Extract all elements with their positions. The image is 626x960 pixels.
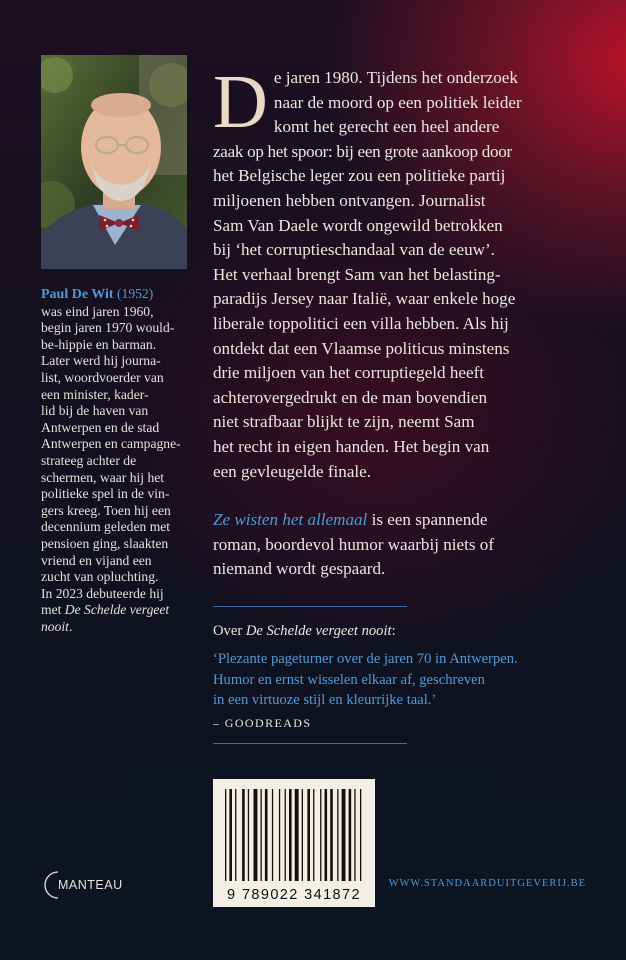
bio-line: be-hippie en barman.	[41, 336, 157, 352]
bio-debut-end	[41, 619, 191, 636]
publisher-logo-text: MANTEAU	[58, 878, 123, 892]
blurb-line: ontdekt dat een Vlaamse politicus minstens	[213, 338, 510, 358]
author-years: (1952)	[117, 286, 154, 301]
blurb-line: niet strafbaar blijkt te zijn, neemt Sam	[213, 412, 475, 432]
blurb-line: bij ‘het corruptieschandaal van de eeuw’.	[213, 240, 495, 260]
tagline-line: roman, boordevol humor waarbij niets of	[213, 534, 495, 554]
debut-title-a: De Schelde vergeet	[64, 602, 170, 618]
blurb-line: achterovergedrukt en de man bovendien	[213, 387, 488, 407]
blurb-line: Sam Van Daele wordt ongewild betrokken	[213, 215, 503, 235]
blurb-line: zaak op het spoor: bij een grote aankoop door	[213, 141, 512, 161]
review-quote-line: Humor en ernst wisselen elkaar af, geschreven	[213, 671, 485, 688]
blurb-line: liberale toppolitici een villa hebben. Als hij	[213, 313, 509, 333]
bio-line: Antwerpen en campagne-	[41, 436, 181, 452]
bio-debut-prefix: met	[41, 602, 65, 618]
tagline-line: niemand wordt gespaard.	[213, 559, 386, 579]
tagline-line	[213, 508, 593, 533]
bio-line: zucht van opluchting.	[41, 569, 159, 585]
tagline	[213, 508, 593, 582]
bio-debut-suffix: .	[68, 618, 73, 634]
publisher-website: WWW.STANDAARDUITGEVERIJ.BE	[388, 878, 586, 889]
bio-line: was eind jaren 1960,	[41, 303, 154, 319]
book-title: Ze wisten het allemaal	[213, 510, 368, 530]
review-quote-line: ‘Plezante pageturner over de jaren 70 in Antwerpen.	[213, 651, 518, 668]
bio-debut	[41, 602, 191, 619]
review-heading	[213, 621, 613, 641]
divider-top	[213, 606, 407, 607]
review-quote-line: in een virtuoze stijl en kleurrijke taal.’	[213, 692, 437, 709]
blurb	[213, 60, 593, 582]
bio-line: decennium geleden met	[41, 519, 171, 535]
blurb-line: komt het gerecht een heel andere	[273, 117, 500, 137]
divider-bottom	[213, 743, 407, 744]
review-colon: :	[391, 623, 396, 639]
bio-line: strateeg achter de	[41, 452, 137, 468]
isbn-barcode	[213, 779, 375, 907]
blurb-line: een gevleugelde finale.	[213, 461, 372, 481]
bio-line: vriend en vijand een	[41, 552, 152, 568]
bio-line: lid bij de haven van	[41, 403, 149, 419]
bio-line: politieke spel in de vin-	[41, 486, 170, 502]
review-book-title: De Schelde vergeet nooit	[245, 623, 392, 639]
blurb-line: paradijs Jersey naar Italië, waar enkele hoge	[213, 289, 516, 309]
isbn-digits: 9 789022 341872	[227, 887, 361, 903]
drop-cap: D	[213, 60, 268, 144]
review	[213, 621, 613, 733]
blurb-line: naar de moord op een politiek leider	[273, 92, 522, 112]
blurb-line: het recht in eigen handen. Het begin van	[213, 436, 490, 456]
tagline-text: is een spannende	[367, 510, 488, 530]
blurb-line: miljoenen hebben ontvangen. Journalist	[213, 190, 486, 210]
blurb-line: e jaren 1980. Tijdens het onderzoek	[273, 68, 518, 87]
bio-line: list, woordvoerder van	[41, 369, 164, 385]
bio-line: begin jaren 1970 would-	[41, 320, 175, 336]
debut-title-b: nooit	[41, 618, 69, 634]
bio-line: gers kreeg. Toen hij een	[41, 502, 171, 518]
blurb-line: Het verhaal brengt Sam van het belasting-	[213, 264, 501, 284]
review-source: – GOODREADS	[213, 715, 312, 730]
author-photo	[41, 55, 187, 269]
bio-line: schermen, waar hij het	[41, 469, 165, 485]
blurb-line: drie miljoen van het corruptiegeld heeft	[213, 363, 485, 383]
bio-line: een minister, kader-	[41, 386, 149, 402]
bio-line: Antwerpen en de stad	[41, 419, 160, 435]
author-bio	[41, 286, 191, 635]
bio-line: pensioen ging, slaakten	[41, 535, 169, 551]
author-name: Paul De Wit	[41, 287, 114, 302]
barcode-bars	[213, 779, 375, 887]
author-heading	[41, 286, 191, 304]
blurb-line: het Belgische leger zou een politieke partij	[213, 166, 506, 186]
bio-line: Later werd hij journa-	[41, 353, 161, 369]
bio-line: In 2023 debuteerde hij	[41, 585, 164, 601]
review-over: Over	[213, 623, 246, 639]
